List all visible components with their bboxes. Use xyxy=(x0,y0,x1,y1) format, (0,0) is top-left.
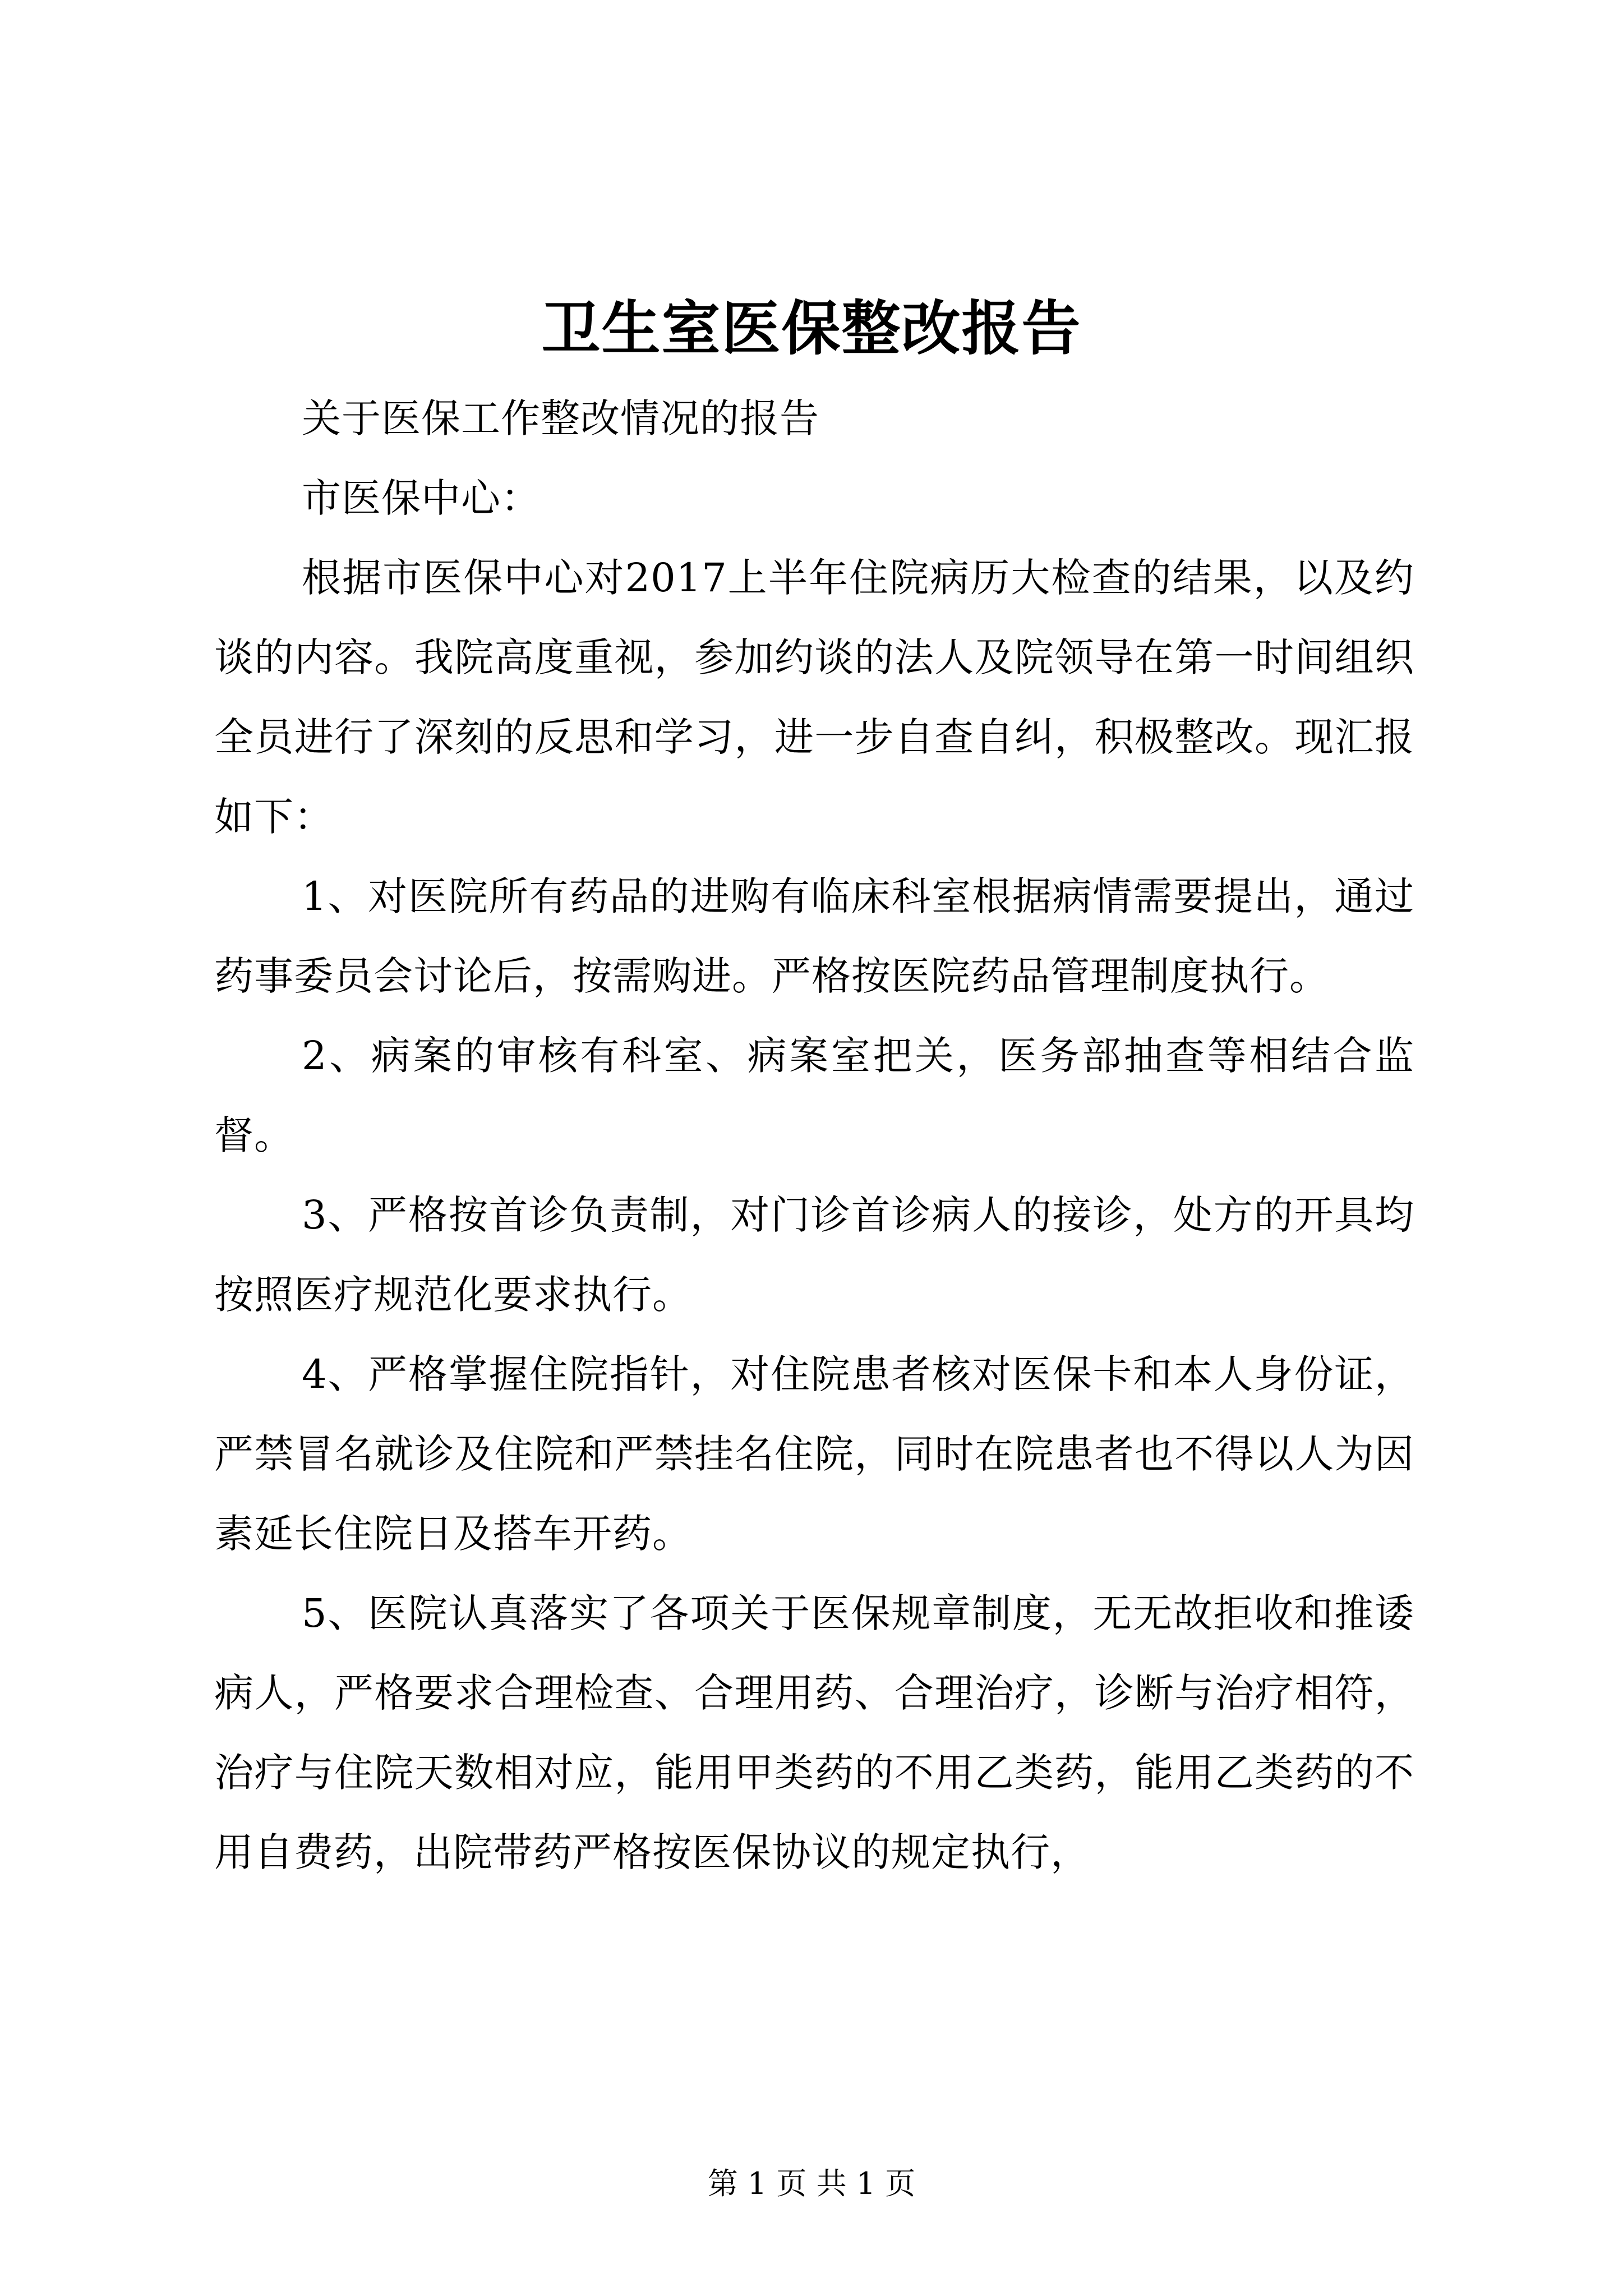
report-subtitle: 关于医保工作整改情况的报告 xyxy=(302,395,819,441)
item-paragraph-4: 4、严格掌握住院指针，对住院患者核对医保卡和本人身份证，严禁冒名就诊及住院和严禁挂名住院，同时在院患者也不得以人为因素延长住院日及搭车开药。 xyxy=(214,1351,1414,1557)
addressee: 市医保中心： xyxy=(302,475,541,521)
item-paragraph-5: 5、医院认真落实了各项关于医保规章制度，无无故拒收和推诿病人，严格要求合理检查、合理用药、合理治疗，诊断与治疗相符，治疗与住院天数相对应，能用甲类药的不用乙类药，能用乙类药的不用自费药，出院带药严格按医保协议的规定执行， xyxy=(214,1590,1414,1875)
item-paragraph-1: 1、对医院所有药品的进购有临床科室根据病情需要提出，通过药事委员会讨论后，按需购进。严格按医院药品管理制度执行。 xyxy=(214,873,1414,999)
intro-paragraph: 根据市医保中心对2017上半年住院病历大检查的结果，以及约谈的内容。我院高度重视，参加约谈的法人及院领导在第一时间组织全员进行了深刻的反思和学习，进一步自查自纠，积极整改。现汇报如下： xyxy=(214,555,1414,840)
document-body xyxy=(214,379,1414,1892)
item-paragraph-2: 2、病案的审核有科室、病案室把关，医务部抽查等相结合监督。 xyxy=(214,1033,1414,1158)
page-footer: 第 1 页 共 1 页 xyxy=(707,2166,916,2201)
item-paragraph-3: 3、严格按首诊负责制，对门诊首诊病人的接诊，处方的开具均按照医疗规范化要求执行。 xyxy=(214,1192,1414,1318)
page-title: 卫生室医保整改报告 xyxy=(541,293,1082,363)
